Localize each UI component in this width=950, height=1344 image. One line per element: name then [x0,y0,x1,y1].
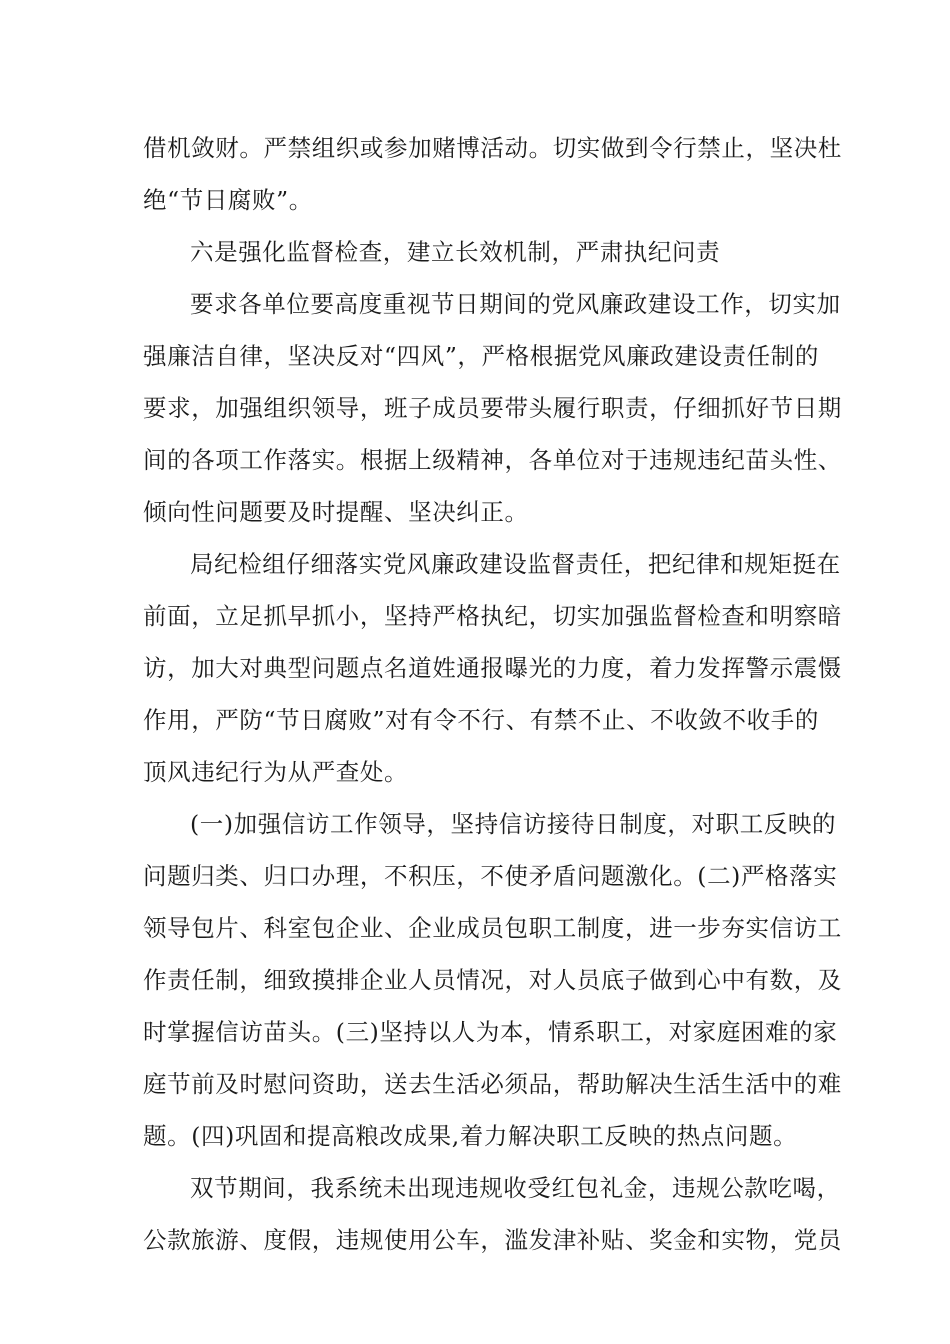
text-line: 前面，立足抓早抓小，坚持严格执纪，切实加强监督检查和明察暗 [143,602,842,630]
text-line: 双节期间，我系统未出现违规收受红包礼金，违规公款吃喝， [190,1174,841,1202]
text-line: 要求各单位要高度重视节日期间的党风廉政建设工作，切实加 [190,290,841,318]
text-line: 绝“节日腐败”。 [143,186,313,214]
text-line: 要求，加强组织领导，班子成员要带头履行职责，仔细抓好节日期 [143,394,842,422]
text-line: 强廉洁自律，坚决反对“四风”，严格根据党风廉政建设责任制的 [143,342,819,370]
text-line: 借机敛财。严禁组织或参加赌博活动。切实做到令行禁止，坚决杜 [143,134,842,162]
text-line: 公款旅游、度假，违规使用公车，滥发津补贴、奖金和实物，党员 [143,1226,842,1254]
text-line: 间的各项工作落实。根据上级精神，各单位对于违规违纪苗头性、 [143,446,842,474]
text-line: 时掌握信访苗头。(三)坚持以人为本，情系职工，对家庭困难的家 [143,1018,838,1046]
text-line: 访，加大对典型问题点名道姓通报曝光的力度，着力发挥警示震慑 [143,654,842,682]
text-line: 作责任制，细致摸排企业人员情况，对人员底子做到心中有数，及 [143,966,842,994]
text-line: (一)加强信访工作领导，坚持信访接待日制度，对职工反映的 [190,810,837,838]
text-line: 作用，严防“节日腐败”对有令不行、有禁不止、不收敛不收手的 [143,706,819,734]
text-line: 顶风违纪行为从严查处。 [143,758,409,786]
section-heading: 六是强化监督检查，建立长效机制，严肃执纪问责 [190,238,721,266]
text-line: 问题归类、归口办理，不积压，不使矛盾问题激化。(二)严格落实 [143,862,838,890]
text-line: 领导包片、科室包企业、企业成员包职工制度，进一步夯实信访工 [143,914,842,942]
text-line: 庭节前及时慰问资助，送去生活必须品，帮助解决生活生活中的难 [143,1070,842,1098]
text-line: 倾向性问题要及时提醒、坚决纠正。 [143,498,529,526]
text-line: 局纪检组仔细落实党风廉政建设监督责任，把纪律和规矩挺在 [190,550,841,578]
text-line: 题。(四)巩固和提高粮改成果,着力解决职工反映的热点问题。 [143,1122,798,1150]
